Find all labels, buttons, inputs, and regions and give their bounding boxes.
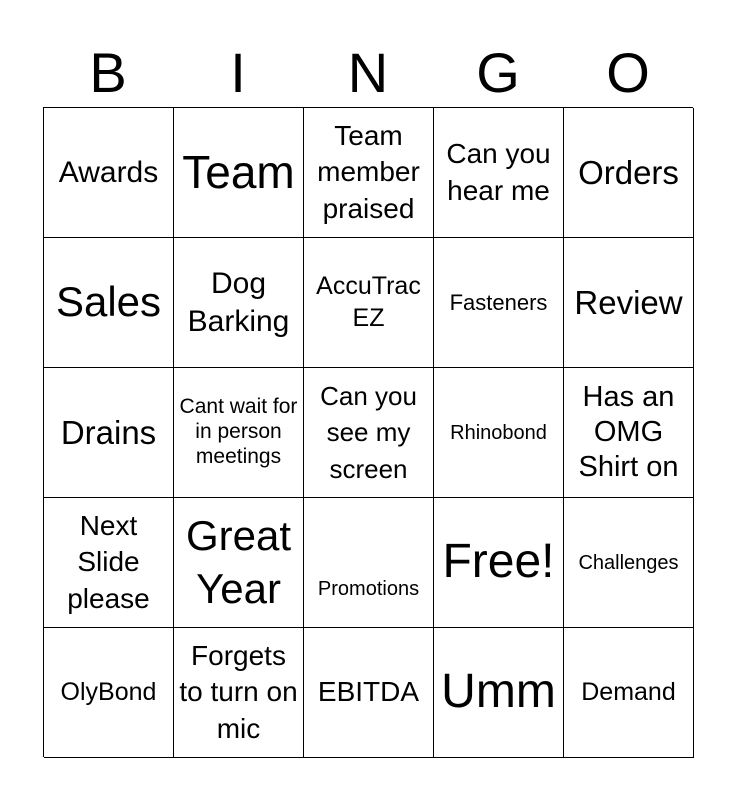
cell-label: Fasteners xyxy=(449,289,548,315)
cell-label: AccuTrac EZ xyxy=(316,272,421,332)
bingo-cell[interactable] xyxy=(304,108,434,238)
bingo-cell[interactable] xyxy=(174,368,304,498)
cell-label: Cant wait for in person meetings xyxy=(179,395,298,468)
bingo-cell[interactable] xyxy=(44,628,174,758)
cell-label: OlyBond xyxy=(60,677,157,706)
cell-label: Sales xyxy=(55,278,162,326)
cell-label: Great Year xyxy=(185,512,292,612)
bingo-cell[interactable] xyxy=(174,498,304,628)
bingo-cell[interactable] xyxy=(304,628,434,758)
bingo-cell[interactable] xyxy=(44,238,174,368)
cell-label: EBITDA xyxy=(317,676,420,708)
header-letter-o: O xyxy=(606,41,650,104)
bingo-cell[interactable] xyxy=(564,238,694,368)
bingo-board xyxy=(43,107,693,757)
bingo-cell[interactable] xyxy=(174,108,304,238)
header-letter-g: G xyxy=(476,41,520,104)
cell-label: Next Slide please xyxy=(67,509,150,614)
cell-label: Demand xyxy=(581,677,676,706)
header-letter-i: I xyxy=(230,41,246,104)
bingo-header xyxy=(43,40,693,106)
cell-label: Orders xyxy=(578,153,679,191)
bingo-cell[interactable] xyxy=(434,238,564,368)
bingo-cell[interactable] xyxy=(434,368,564,498)
bingo-cell[interactable] xyxy=(304,238,434,368)
cell-label: Can you hear me xyxy=(446,138,551,206)
bingo-cell[interactable] xyxy=(44,368,174,498)
cell-label: Rhinobond xyxy=(450,421,547,444)
bingo-cell[interactable] xyxy=(564,628,694,758)
cell-label: Has an OMG Shirt on xyxy=(578,381,679,483)
bingo-cell[interactable] xyxy=(564,498,694,628)
cell-label: Drains xyxy=(60,413,157,451)
bingo-cell[interactable] xyxy=(174,628,304,758)
cell-label: Promotions xyxy=(317,578,420,600)
cell-label: Challenges xyxy=(578,551,679,574)
cell-label: Awards xyxy=(58,155,159,189)
cell-label: Dog Barking xyxy=(187,267,290,338)
cell-label: Review xyxy=(574,283,683,321)
cell-label: Umm xyxy=(441,665,556,719)
bingo-cell[interactable] xyxy=(434,108,564,238)
bingo-cell[interactable] xyxy=(44,108,174,238)
bingo-cell[interactable] xyxy=(564,108,694,238)
bingo-cell[interactable] xyxy=(434,498,564,628)
bingo-cell[interactable] xyxy=(304,368,434,498)
cell-label: Team xyxy=(182,145,295,198)
bingo-cell[interactable] xyxy=(434,628,564,758)
bingo-cell[interactable] xyxy=(304,498,434,628)
header-letter-n: N xyxy=(347,41,389,104)
bingo-cell[interactable] xyxy=(564,368,694,498)
cell-label: Free! xyxy=(442,535,555,589)
header-letter-b: B xyxy=(89,41,127,104)
cell-label: Can you see my screen xyxy=(320,380,417,484)
cell-label: Team member praised xyxy=(317,119,420,224)
cell-label: Forgets to turn on mic xyxy=(179,639,298,744)
bingo-cell[interactable] xyxy=(44,498,174,628)
bingo-cell[interactable] xyxy=(174,238,304,368)
